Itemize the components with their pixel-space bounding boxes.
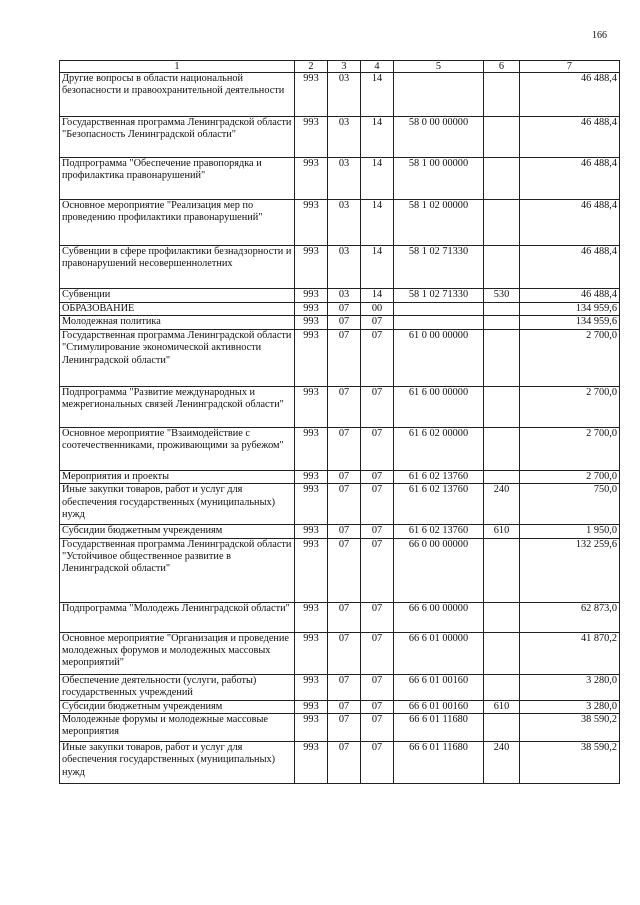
row-section-cell: 07 [328, 525, 361, 538]
row-expense-type-cell [484, 246, 520, 289]
row-section-cell: 03 [328, 200, 361, 246]
row-name-cell: Основное мероприятие "Реализация мер по проведению профилактики правонарушений" [60, 200, 295, 246]
row-target-article-cell [394, 303, 484, 316]
header-cell: 3 [328, 61, 361, 73]
row-name-cell: Субвенции [60, 289, 295, 303]
row-section-cell: 07 [328, 427, 361, 470]
header-cell: 6 [484, 61, 520, 73]
row-section-cell: 07 [328, 386, 361, 427]
row-section-cell: 07 [328, 470, 361, 483]
row-expense-type-cell: 240 [484, 484, 520, 525]
row-ved-cell: 993 [295, 200, 328, 246]
row-expense-type-cell [484, 632, 520, 674]
row-subsection-cell: 14 [361, 200, 394, 246]
row-ved-cell: 993 [295, 714, 328, 742]
row-expense-type-cell [484, 602, 520, 632]
table-row [60, 303, 620, 316]
table-row [60, 470, 620, 483]
row-section-cell: 07 [328, 602, 361, 632]
row-sum-cell: 62 873,0 [520, 602, 620, 632]
row-expense-type-cell [484, 316, 520, 329]
row-name-cell: Государственная программа Ленинградской области "Стимулирование экономической активности Ленинградской области" [60, 329, 295, 386]
row-sum-cell: 46 488,4 [520, 289, 620, 303]
table-row [60, 632, 620, 674]
row-target-article-cell: 61 6 02 13760 [394, 470, 484, 483]
row-ved-cell: 993 [295, 316, 328, 329]
row-expense-type-cell: 610 [484, 525, 520, 538]
budget-table [59, 60, 620, 784]
row-subsection-cell: 07 [361, 632, 394, 674]
row-name-cell: Подпрограмма "Молодежь Ленинградской области" [60, 602, 295, 632]
row-target-article-cell: 61 0 00 00000 [394, 329, 484, 386]
row-expense-type-cell [484, 714, 520, 742]
table-row [60, 329, 620, 386]
row-subsection-cell: 07 [361, 742, 394, 784]
row-name-cell: Субвенции в сфере профилактики безнадзорности и правонарушений несовершеннолетних [60, 246, 295, 289]
row-expense-type-cell: 240 [484, 742, 520, 784]
row-expense-type-cell [484, 386, 520, 427]
row-ved-cell: 993 [295, 538, 328, 602]
row-target-article-cell: 66 6 01 11680 [394, 714, 484, 742]
row-ved-cell: 993 [295, 674, 328, 700]
row-ved-cell: 993 [295, 386, 328, 427]
header-cell: 4 [361, 61, 394, 73]
header-cell: 1 [60, 61, 295, 73]
row-subsection-cell: 07 [361, 470, 394, 483]
row-name-cell: Основное мероприятие "Организация и проведение молодежных форумов и молодежных массовых мероприятий" [60, 632, 295, 674]
table-row [60, 73, 620, 117]
table-row [60, 386, 620, 427]
row-name-cell: Государственная программа Ленинградской области "Устойчивое общественное развитие в Ленинградской области" [60, 538, 295, 602]
row-expense-type-cell [484, 200, 520, 246]
row-subsection-cell: 07 [361, 316, 394, 329]
row-name-cell: Мероприятия и проекты [60, 470, 295, 483]
row-target-article-cell: 66 6 00 00000 [394, 602, 484, 632]
row-sum-cell: 46 488,4 [520, 200, 620, 246]
header-cell: 7 [520, 61, 620, 73]
row-target-article-cell: 58 1 02 71330 [394, 246, 484, 289]
row-sum-cell: 2 700,0 [520, 329, 620, 386]
row-target-article-cell: 66 6 01 11680 [394, 742, 484, 784]
row-name-cell: Подпрограмма "Развитие международных и межрегиональных связей Ленинградской области" [60, 386, 295, 427]
row-section-cell: 03 [328, 289, 361, 303]
row-target-article-cell: 61 6 02 13760 [394, 484, 484, 525]
row-expense-type-cell: 530 [484, 289, 520, 303]
row-sum-cell: 2 700,0 [520, 386, 620, 427]
row-name-cell: Подпрограмма "Обеспечение правопорядка и профилактика правонарушений" [60, 158, 295, 200]
row-ved-cell: 993 [295, 246, 328, 289]
row-section-cell: 07 [328, 674, 361, 700]
row-expense-type-cell [484, 427, 520, 470]
row-section-cell: 03 [328, 246, 361, 289]
row-name-cell: Государственная программа Ленинградской области "Безопасность Ленинградской области" [60, 117, 295, 158]
row-section-cell: 07 [328, 632, 361, 674]
row-target-article-cell: 61 6 00 00000 [394, 386, 484, 427]
row-subsection-cell: 07 [361, 525, 394, 538]
row-section-cell: 07 [328, 303, 361, 316]
table-row [60, 538, 620, 602]
row-name-cell: Другие вопросы в области национальной безопасности и правоохранительной деятельности [60, 73, 295, 117]
row-subsection-cell: 14 [361, 246, 394, 289]
row-expense-type-cell [484, 674, 520, 700]
row-section-cell: 07 [328, 538, 361, 602]
row-subsection-cell: 14 [361, 289, 394, 303]
row-target-article-cell: 58 1 02 00000 [394, 200, 484, 246]
row-section-cell: 07 [328, 329, 361, 386]
row-ved-cell: 993 [295, 117, 328, 158]
row-section-cell: 03 [328, 117, 361, 158]
row-sum-cell: 46 488,4 [520, 117, 620, 158]
table-row [60, 246, 620, 289]
row-target-article-cell [394, 73, 484, 117]
row-sum-cell: 1 950,0 [520, 525, 620, 538]
row-sum-cell: 41 870,2 [520, 632, 620, 674]
row-sum-cell: 134 959,6 [520, 316, 620, 329]
row-section-cell: 07 [328, 742, 361, 784]
row-subsection-cell: 07 [361, 427, 394, 470]
row-sum-cell: 3 280,0 [520, 674, 620, 700]
row-ved-cell: 993 [295, 602, 328, 632]
row-expense-type-cell [484, 158, 520, 200]
row-ved-cell: 993 [295, 632, 328, 674]
row-sum-cell: 46 488,4 [520, 73, 620, 117]
row-sum-cell: 2 700,0 [520, 427, 620, 470]
row-sum-cell: 46 488,4 [520, 158, 620, 200]
row-subsection-cell: 07 [361, 602, 394, 632]
table-row [60, 714, 620, 742]
row-ved-cell: 993 [295, 303, 328, 316]
row-target-article-cell: 61 6 02 00000 [394, 427, 484, 470]
row-target-article-cell [394, 316, 484, 329]
row-name-cell: Молодежные форумы и молодежные массовые мероприятия [60, 714, 295, 742]
row-ved-cell: 993 [295, 289, 328, 303]
row-subsection-cell: 07 [361, 714, 394, 742]
row-expense-type-cell [484, 117, 520, 158]
table-row [60, 316, 620, 329]
row-expense-type-cell [484, 538, 520, 602]
row-section-cell: 07 [328, 700, 361, 713]
row-subsection-cell: 07 [361, 386, 394, 427]
row-subsection-cell: 00 [361, 303, 394, 316]
row-target-article-cell: 61 6 02 13760 [394, 525, 484, 538]
row-subsection-cell: 07 [361, 329, 394, 386]
row-subsection-cell: 14 [361, 73, 394, 117]
row-name-cell: Иные закупки товаров, работ и услуг для обеспечения государственных (муниципальных) нужд [60, 742, 295, 784]
row-sum-cell: 38 590,2 [520, 714, 620, 742]
row-ved-cell: 993 [295, 742, 328, 784]
row-sum-cell: 750,0 [520, 484, 620, 525]
row-section-cell: 03 [328, 158, 361, 200]
table-row [60, 289, 620, 303]
row-ved-cell: 993 [295, 525, 328, 538]
header-cell: 5 [394, 61, 484, 73]
header-cell: 2 [295, 61, 328, 73]
row-name-cell: Субсидии бюджетным учреждениям [60, 700, 295, 713]
table-row [60, 158, 620, 200]
row-target-article-cell: 66 6 01 00000 [394, 632, 484, 674]
row-sum-cell: 132 259,6 [520, 538, 620, 602]
table-row [60, 700, 620, 713]
table-row [60, 427, 620, 470]
row-subsection-cell: 07 [361, 674, 394, 700]
row-target-article-cell: 66 6 01 00160 [394, 700, 484, 713]
row-section-cell: 07 [328, 714, 361, 742]
row-name-cell: Иные закупки товаров, работ и услуг для обеспечения государственных (муниципальных) нужд [60, 484, 295, 525]
row-name-cell: Обеспечение деятельности (услуги, работы) государственных учреждений [60, 674, 295, 700]
row-ved-cell: 993 [295, 158, 328, 200]
row-target-article-cell: 66 0 00 00000 [394, 538, 484, 602]
header-row [60, 61, 620, 73]
row-name-cell: Основное мероприятие "Взаимодействие с соотечественниками, проживающими за рубежом" [60, 427, 295, 470]
row-ved-cell: 993 [295, 427, 328, 470]
row-expense-type-cell [484, 329, 520, 386]
row-subsection-cell: 07 [361, 700, 394, 713]
row-section-cell: 07 [328, 484, 361, 525]
row-sum-cell: 2 700,0 [520, 470, 620, 483]
row-sum-cell: 3 280,0 [520, 700, 620, 713]
row-name-cell: Субсидии бюджетным учреждениям [60, 525, 295, 538]
table-row [60, 742, 620, 784]
row-expense-type-cell: 610 [484, 700, 520, 713]
table-row [60, 117, 620, 158]
row-ved-cell: 993 [295, 73, 328, 117]
row-sum-cell: 46 488,4 [520, 246, 620, 289]
row-target-article-cell: 58 0 00 00000 [394, 117, 484, 158]
row-expense-type-cell [484, 73, 520, 117]
table-row [60, 674, 620, 700]
row-expense-type-cell [484, 303, 520, 316]
row-section-cell: 03 [328, 73, 361, 117]
row-sum-cell: 38 590,2 [520, 742, 620, 784]
row-target-article-cell: 58 1 00 00000 [394, 158, 484, 200]
row-ved-cell: 993 [295, 484, 328, 525]
row-sum-cell: 134 959,6 [520, 303, 620, 316]
row-name-cell: ОБРАЗОВАНИЕ [60, 303, 295, 316]
table-row [60, 602, 620, 632]
row-subsection-cell: 07 [361, 484, 394, 525]
table-row [60, 200, 620, 246]
row-section-cell: 07 [328, 316, 361, 329]
page-number: 166 [592, 30, 607, 41]
table-row [60, 484, 620, 525]
row-target-article-cell: 66 6 01 00160 [394, 674, 484, 700]
row-target-article-cell: 58 1 02 71330 [394, 289, 484, 303]
row-ved-cell: 993 [295, 329, 328, 386]
row-name-cell: Молодежная политика [60, 316, 295, 329]
row-ved-cell: 993 [295, 470, 328, 483]
row-subsection-cell: 14 [361, 158, 394, 200]
row-subsection-cell: 14 [361, 117, 394, 158]
row-ved-cell: 993 [295, 700, 328, 713]
table-body [60, 73, 620, 784]
row-subsection-cell: 07 [361, 538, 394, 602]
row-expense-type-cell [484, 470, 520, 483]
table-row [60, 525, 620, 538]
